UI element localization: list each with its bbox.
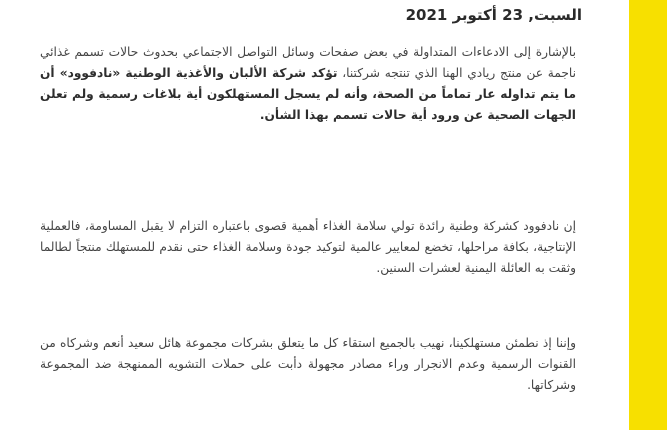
paragraph-2: إن نادفوود كشركة وطنية رائدة تولي سلامة الغذاء أهمية قصوى باعتباره التزام لا يقبل المساومة، فالعملية الإنتاجية، بكافة مراحلها، تخضع لمعايير عالمية لتوكيد جودة وسلامة الغذاء حتى نقدم للمستهلك منتجاً لطالما وثقت به العائلة اليمنية لعشرات السنين.	[40, 219, 576, 275]
date-heading: السبت, 23 أكتوبر 2021	[405, 6, 582, 24]
paragraph-3: وإننا إذ نطمئن مستهلكينا، نهيب بالجميع استقاء كل ما يتعلق بشركات مجموعة هائل سعيد أنعم وشركاه من القنوات الرسمية وعدم الانجرار وراء مصادر مجهولة دأبت على حملات التشويه الممنهجة ضد المجموعة وشركاتها.	[40, 336, 576, 392]
paragraph-1-bold-statement: تؤكد شركة الألبان والأغذية الوطنية «نادفوود» أن ما يتم تداوله عار تماماً من الصحة، وأنه لم يسجل المستهلكون أية بلاغات رسمية ولم تعلن الجهات الصحية عن ورود أية حالات تسمم بهذا الشأن.	[40, 66, 576, 122]
yellow-accent-bar	[629, 0, 667, 430]
paragraph-1	[40, 42, 576, 126]
paragraph-1-text: بالإشارة إلى الادعاءات المتداولة في بعض صفحات وسائل التواصل الاجتماعي بحدوث حالات تسمم غذائي ناجمة عن منتج ريادي الهنا الذي تنتجه شركتنا،	[40, 45, 577, 80]
